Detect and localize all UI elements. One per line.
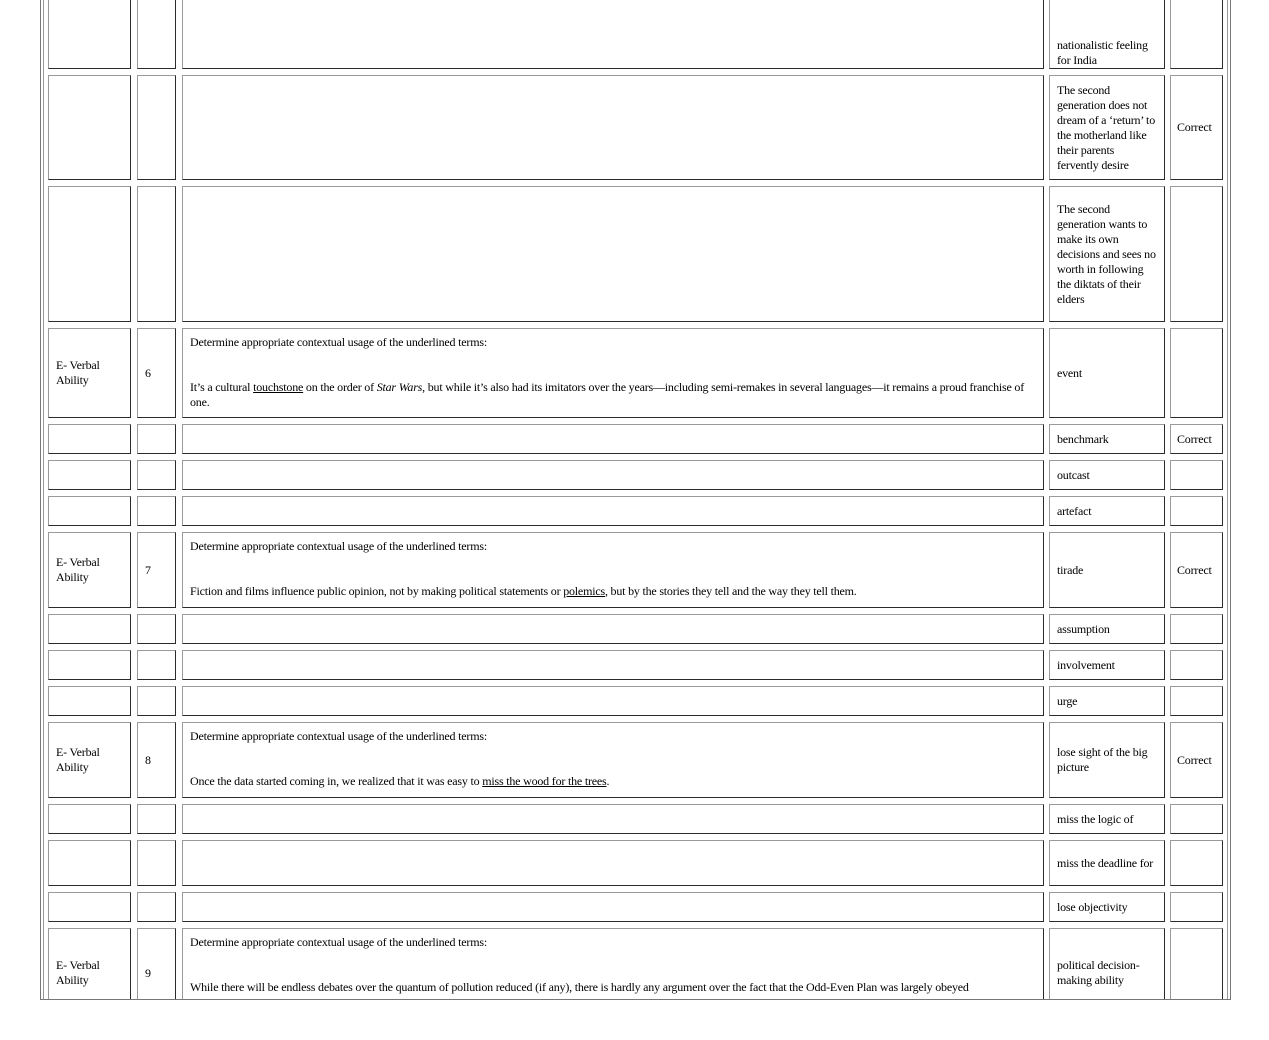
option-cell [1049, 686, 1165, 716]
mark-cell [1170, 650, 1223, 680]
option-text: miss the deadline for [1057, 855, 1154, 870]
option-cell [1049, 424, 1165, 454]
question-text-part: , but while it’s also had its imitators over the years—including semi-remakes in several languages—it remains a proud franchise of one. [190, 380, 1024, 409]
question-text-part: It’s a cultural [190, 380, 254, 394]
option-text: assumption [1057, 621, 1110, 636]
subject-cell [48, 328, 131, 418]
question-number: 6 [145, 365, 151, 380]
question-text [190, 774, 1036, 789]
question-number: 8 [145, 752, 151, 767]
question-cell [182, 614, 1044, 644]
option-text: lose objectivity [1057, 899, 1128, 914]
mark-cell [1170, 0, 1223, 69]
option-text: artefact [1057, 503, 1092, 518]
question-text-part: Once the data started coming in, we realized that it was easy to [190, 774, 483, 788]
mark-text: Correct [1177, 431, 1212, 446]
question-text-part: . [606, 774, 610, 788]
subject-cell [48, 532, 131, 608]
question-cell [182, 928, 1044, 1000]
question-cell [182, 328, 1044, 418]
question-cell [182, 186, 1044, 322]
mark-cell [1170, 928, 1223, 1000]
mark-cell [1170, 75, 1223, 180]
subject-cell [48, 460, 131, 490]
question-cell [182, 0, 1044, 69]
answer-table [40, 0, 1231, 1000]
option-cell [1049, 840, 1165, 886]
question-text-part: While there will be endless debates over the quantum of pollution reduced (if any), there is hardly any argument over the fact that the Odd-Even Plan was largely obeyed [190, 980, 969, 994]
option-text: tirade [1057, 562, 1084, 577]
question-text-part: on the order of [303, 380, 377, 394]
question-cell [182, 686, 1044, 716]
mark-text: Correct [1177, 752, 1212, 767]
subject-cell [48, 722, 131, 798]
question-number-cell [137, 686, 176, 716]
question-number-cell [137, 496, 176, 526]
option-cell [1049, 0, 1165, 69]
mark-cell [1170, 722, 1223, 798]
option-cell [1049, 328, 1165, 418]
subject-cell [48, 840, 131, 886]
question-number-cell [137, 328, 176, 418]
subject-cell [48, 75, 131, 180]
question-cell [182, 496, 1044, 526]
question-number: 7 [145, 562, 151, 577]
mark-cell [1170, 532, 1223, 608]
mark-cell [1170, 686, 1223, 716]
option-text: benchmark [1057, 431, 1109, 446]
subject-text: E- Verbal Ability [56, 958, 100, 987]
underlined-term: miss the wood for the trees [482, 774, 607, 788]
option-text: The second generation wants to make its own decisions and sees no worth in following the diktats of their elders [1057, 201, 1156, 306]
question-text-part: , but by the stories they tell and the way they tell them. [604, 584, 857, 598]
question-text [190, 380, 1036, 410]
question-prompt: Determine appropriate contextual usage of the underlined terms: [190, 935, 487, 949]
question-text [190, 980, 1036, 995]
subject-text: E- Verbal Ability [56, 745, 100, 774]
italic-title: Star Wars [376, 380, 423, 394]
underlined-term: polemics [563, 584, 605, 598]
option-text: nationalistic feeling for India [1057, 38, 1148, 67]
question-cell [182, 75, 1044, 180]
option-cell [1049, 75, 1165, 180]
question-number: 9 [145, 965, 151, 980]
question-cell [182, 460, 1044, 490]
mark-cell [1170, 460, 1223, 490]
question-prompt: Determine appropriate contextual usage of the underlined terms: [190, 335, 487, 349]
mark-cell [1170, 804, 1223, 834]
mark-cell [1170, 892, 1223, 922]
subject-cell [48, 928, 131, 1000]
mark-cell [1170, 840, 1223, 886]
option-cell [1049, 614, 1165, 644]
subject-cell [48, 614, 131, 644]
option-text: political decision-making ability [1057, 958, 1140, 987]
question-number-cell [137, 650, 176, 680]
question-number-cell [137, 75, 176, 180]
question-cell [182, 650, 1044, 680]
mark-cell [1170, 328, 1223, 418]
mark-text: Correct [1177, 562, 1212, 577]
option-cell [1049, 496, 1165, 526]
question-number-cell [137, 804, 176, 834]
question-number-cell [137, 614, 176, 644]
subject-cell [48, 0, 131, 69]
subject-text: E- Verbal Ability [56, 555, 100, 584]
option-text: involvement [1057, 657, 1115, 672]
subject-cell [48, 686, 131, 716]
option-text: event [1057, 365, 1082, 380]
question-cell [182, 840, 1044, 886]
subject-cell [48, 892, 131, 922]
underlined-term: touchstone [253, 380, 304, 394]
question-cell [182, 532, 1044, 608]
question-cell [182, 722, 1044, 798]
question-number-cell [137, 0, 176, 69]
question-cell [182, 804, 1044, 834]
subject-cell [48, 650, 131, 680]
option-cell [1049, 892, 1165, 922]
question-text-part: Fiction and films influence public opinion, not by making political statements or [190, 584, 564, 598]
mark-text: Correct [1177, 120, 1212, 134]
question-cell [182, 892, 1044, 922]
question-number-cell [137, 840, 176, 886]
question-number-cell [137, 928, 176, 1000]
mark-cell [1170, 496, 1223, 526]
mark-cell [1170, 424, 1223, 454]
question-cell [182, 424, 1044, 454]
question-prompt: Determine appropriate contextual usage of the underlined terms: [190, 729, 487, 743]
question-number-cell [137, 722, 176, 798]
option-text: miss the logic of [1057, 811, 1134, 826]
option-cell [1049, 532, 1165, 608]
option-cell [1049, 650, 1165, 680]
question-prompt: Determine appropriate contextual usage of the underlined terms: [190, 539, 487, 553]
option-cell [1049, 186, 1165, 322]
subject-cell [48, 424, 131, 454]
question-number-cell [137, 186, 176, 322]
mark-cell [1170, 186, 1223, 322]
question-number-cell [137, 892, 176, 922]
option-text: The second generation does not dream of a ‘return’ to the motherland like their parents fervently desire [1057, 82, 1155, 172]
option-text: lose sight of the big picture [1057, 745, 1148, 774]
question-text [190, 584, 1036, 599]
subject-cell [48, 496, 131, 526]
option-cell [1049, 804, 1165, 834]
mark-cell [1170, 614, 1223, 644]
subject-cell [48, 804, 131, 834]
option-cell [1049, 722, 1165, 798]
option-text: urge [1057, 693, 1078, 708]
question-number-cell [137, 532, 176, 608]
question-number-cell [137, 460, 176, 490]
option-text: outcast [1057, 467, 1090, 482]
subject-text: E- Verbal Ability [56, 358, 100, 387]
subject-cell [48, 186, 131, 322]
option-cell [1049, 928, 1165, 1000]
question-number-cell [137, 424, 176, 454]
option-cell [1049, 460, 1165, 490]
